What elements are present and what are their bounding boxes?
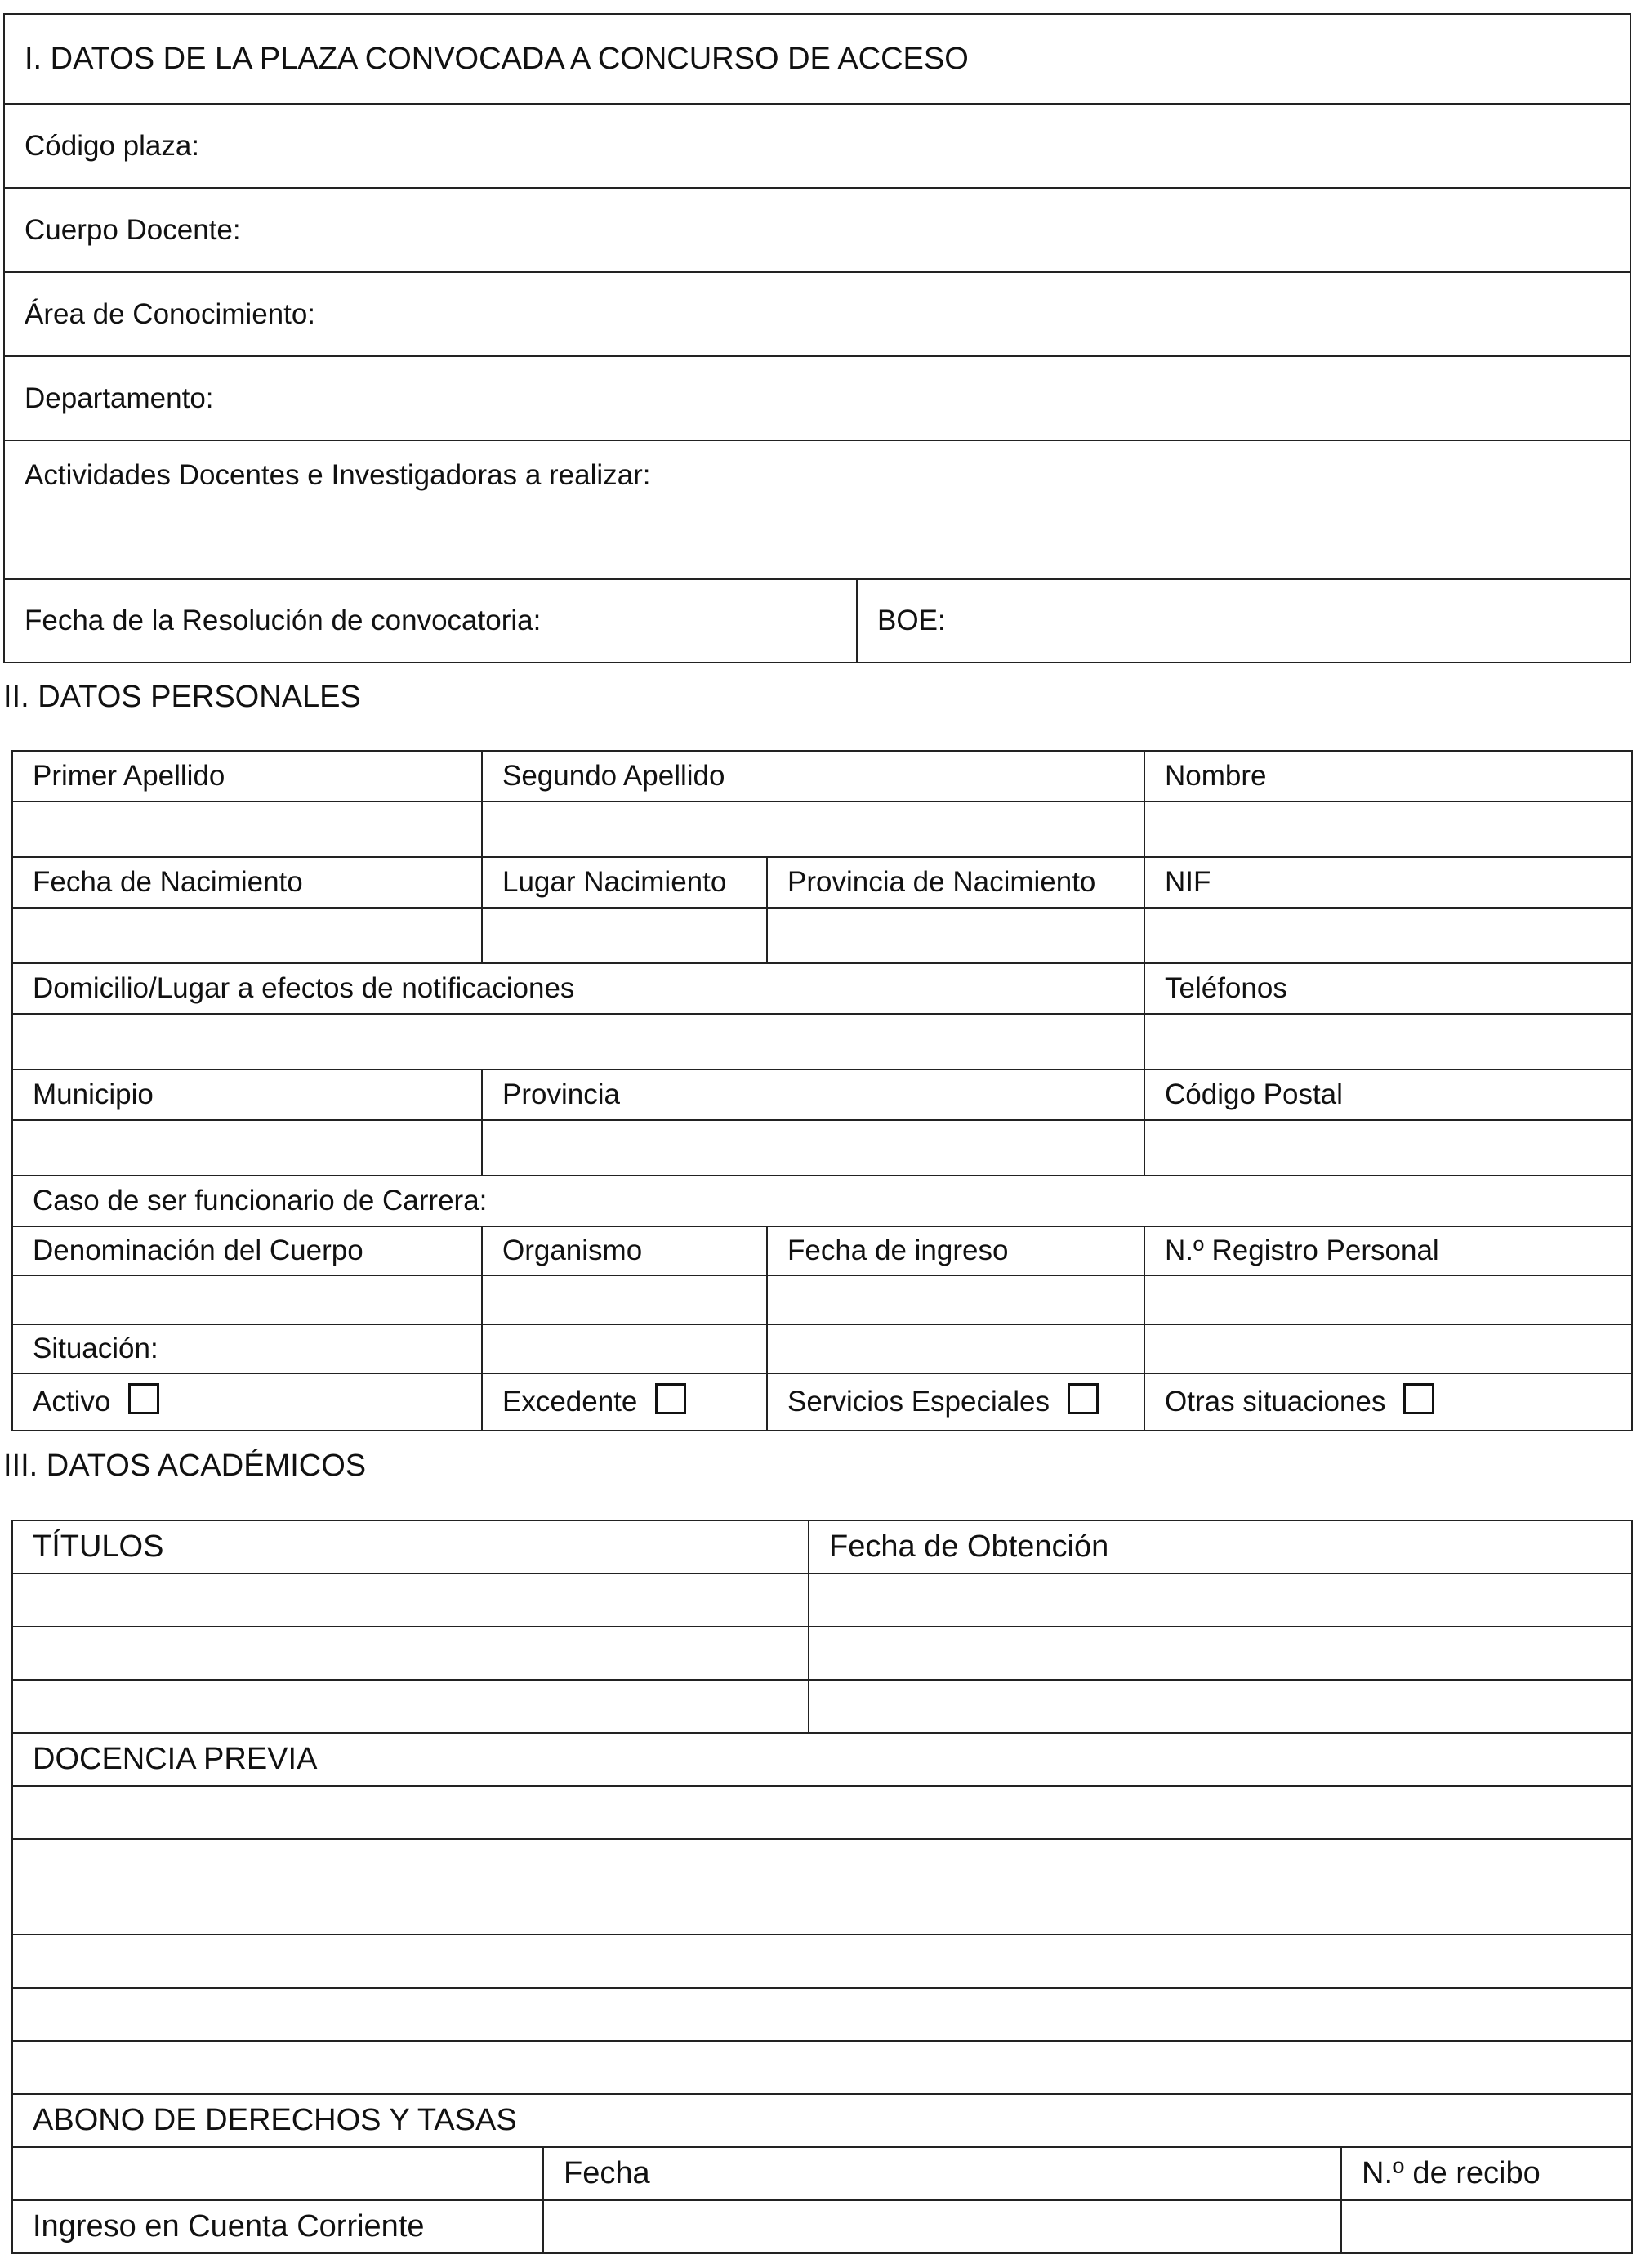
servicios-especiales-label: Servicios Especiales bbox=[787, 1386, 1050, 1418]
situacion-empty-cell bbox=[767, 1324, 1144, 1373]
section-2-title: II. DATOS PERSONALES bbox=[3, 680, 361, 714]
titulo-input[interactable] bbox=[12, 1680, 809, 1733]
plaza-table bbox=[3, 13, 1631, 663]
situacion-label: Situación: bbox=[12, 1324, 482, 1373]
codigo-plaza-field[interactable]: Código plaza: bbox=[4, 104, 1630, 188]
segundo-apellido-input[interactable] bbox=[482, 801, 1144, 857]
fecha-ingreso-cuenta-input[interactable] bbox=[543, 2200, 1341, 2253]
provincia-input[interactable] bbox=[482, 1120, 1144, 1176]
area-conocimiento-field[interactable]: Área de Conocimiento: bbox=[4, 272, 1630, 356]
titulo-input[interactable] bbox=[12, 1627, 809, 1680]
otras-situaciones-checkbox[interactable] bbox=[1403, 1383, 1434, 1414]
municipio-input[interactable] bbox=[12, 1120, 482, 1176]
docencia-previa-input[interactable] bbox=[12, 2041, 1632, 2094]
excedente-checkbox[interactable] bbox=[655, 1383, 686, 1414]
activo-checkbox[interactable] bbox=[128, 1383, 159, 1414]
municipio-label: Municipio bbox=[12, 1069, 482, 1120]
datos-personales-table bbox=[11, 750, 1633, 1431]
codigo-postal-input[interactable] bbox=[1144, 1120, 1632, 1176]
docencia-previa-input[interactable] bbox=[12, 1839, 1632, 1935]
fecha-header: Fecha bbox=[543, 2147, 1341, 2200]
lugar-nacimiento-input[interactable] bbox=[482, 908, 767, 963]
excedente-label: Excedente bbox=[502, 1386, 638, 1418]
segundo-apellido-label: Segundo Apellido bbox=[482, 751, 1144, 801]
fecha-ingreso-label: Fecha de ingreso bbox=[767, 1226, 1144, 1275]
domicilio-label: Domicilio/Lugar a efectos de notificaciones bbox=[12, 963, 1144, 1014]
numero-recibo-header: N.º de recibo bbox=[1341, 2147, 1632, 2200]
cuerpo-docente-field[interactable]: Cuerpo Docente: bbox=[4, 188, 1630, 272]
fecha-obtencion-header: Fecha de Obtención bbox=[809, 1520, 1632, 1574]
situacion-empty-cell bbox=[1144, 1324, 1632, 1373]
fecha-obtencion-input[interactable] bbox=[809, 1574, 1632, 1627]
boe-field[interactable]: BOE: bbox=[857, 579, 1630, 663]
otras-situaciones-label: Otras situaciones bbox=[1165, 1386, 1386, 1418]
excedente-option bbox=[482, 1373, 767, 1431]
docencia-previa-input[interactable] bbox=[12, 1988, 1632, 2041]
registro-personal-input[interactable] bbox=[1144, 1275, 1632, 1324]
lugar-nacimiento-label: Lugar Nacimiento bbox=[482, 857, 767, 908]
telefonos-input[interactable] bbox=[1144, 1014, 1632, 1069]
nombre-input[interactable] bbox=[1144, 801, 1632, 857]
codigo-postal-label: Código Postal bbox=[1144, 1069, 1632, 1120]
fecha-nacimiento-label: Fecha de Nacimiento bbox=[12, 857, 482, 908]
abono-header: ABONO DE DERECHOS Y TASAS bbox=[12, 2094, 1632, 2147]
departamento-field[interactable]: Departamento: bbox=[4, 356, 1630, 440]
numero-recibo-input[interactable] bbox=[1341, 2200, 1632, 2253]
otras-situaciones-option bbox=[1144, 1373, 1632, 1431]
datos-academicos-table bbox=[11, 1520, 1633, 2254]
denominacion-cuerpo-input[interactable] bbox=[12, 1275, 482, 1324]
organismo-input[interactable] bbox=[482, 1275, 767, 1324]
actividades-field[interactable]: Actividades Docentes e Investigadoras a realizar: bbox=[4, 440, 1630, 579]
organismo-label: Organismo bbox=[482, 1226, 767, 1275]
fecha-obtencion-input[interactable] bbox=[809, 1680, 1632, 1733]
nif-label: NIF bbox=[1144, 857, 1632, 908]
section-1-title: I. DATOS DE LA PLAZA CONVOCADA A CONCURSO DE ACCESO bbox=[4, 14, 1630, 104]
titulos-header: TÍTULOS bbox=[12, 1520, 809, 1574]
fecha-resolucion-field[interactable]: Fecha de la Resolución de convocatoria: bbox=[4, 579, 857, 663]
activo-label: Activo bbox=[33, 1386, 111, 1418]
section-3-title: III. DATOS ACADÉMICOS bbox=[3, 1449, 367, 1483]
telefonos-label: Teléfonos bbox=[1144, 963, 1632, 1014]
nif-input[interactable] bbox=[1144, 908, 1632, 963]
primer-apellido-input[interactable] bbox=[12, 801, 482, 857]
fecha-ingreso-input[interactable] bbox=[767, 1275, 1144, 1324]
provincia-label: Provincia bbox=[482, 1069, 1144, 1120]
provincia-nacimiento-input[interactable] bbox=[767, 908, 1144, 963]
ingreso-cuenta-label: Ingreso en Cuenta Corriente bbox=[12, 2200, 543, 2253]
provincia-nacimiento-label: Provincia de Nacimiento bbox=[767, 857, 1144, 908]
servicios-especiales-option bbox=[767, 1373, 1144, 1431]
servicios-especiales-checkbox[interactable] bbox=[1068, 1383, 1099, 1414]
activo-option bbox=[12, 1373, 482, 1431]
primer-apellido-label: Primer Apellido bbox=[12, 751, 482, 801]
docencia-previa-header: DOCENCIA PREVIA bbox=[12, 1733, 1632, 1786]
caso-funcionario-label: Caso de ser funcionario de Carrera: bbox=[12, 1176, 1632, 1226]
abono-empty-cell bbox=[12, 2147, 543, 2200]
nombre-label: Nombre bbox=[1144, 751, 1632, 801]
domicilio-input[interactable] bbox=[12, 1014, 1144, 1069]
titulo-input[interactable] bbox=[12, 1574, 809, 1627]
fecha-nacimiento-input[interactable] bbox=[12, 908, 482, 963]
docencia-previa-input[interactable] bbox=[12, 1786, 1632, 1839]
situacion-empty-cell bbox=[482, 1324, 767, 1373]
docencia-previa-input[interactable] bbox=[12, 1935, 1632, 1988]
denominacion-cuerpo-label: Denominación del Cuerpo bbox=[12, 1226, 482, 1275]
registro-personal-label: N.º Registro Personal bbox=[1144, 1226, 1632, 1275]
fecha-obtencion-input[interactable] bbox=[809, 1627, 1632, 1680]
